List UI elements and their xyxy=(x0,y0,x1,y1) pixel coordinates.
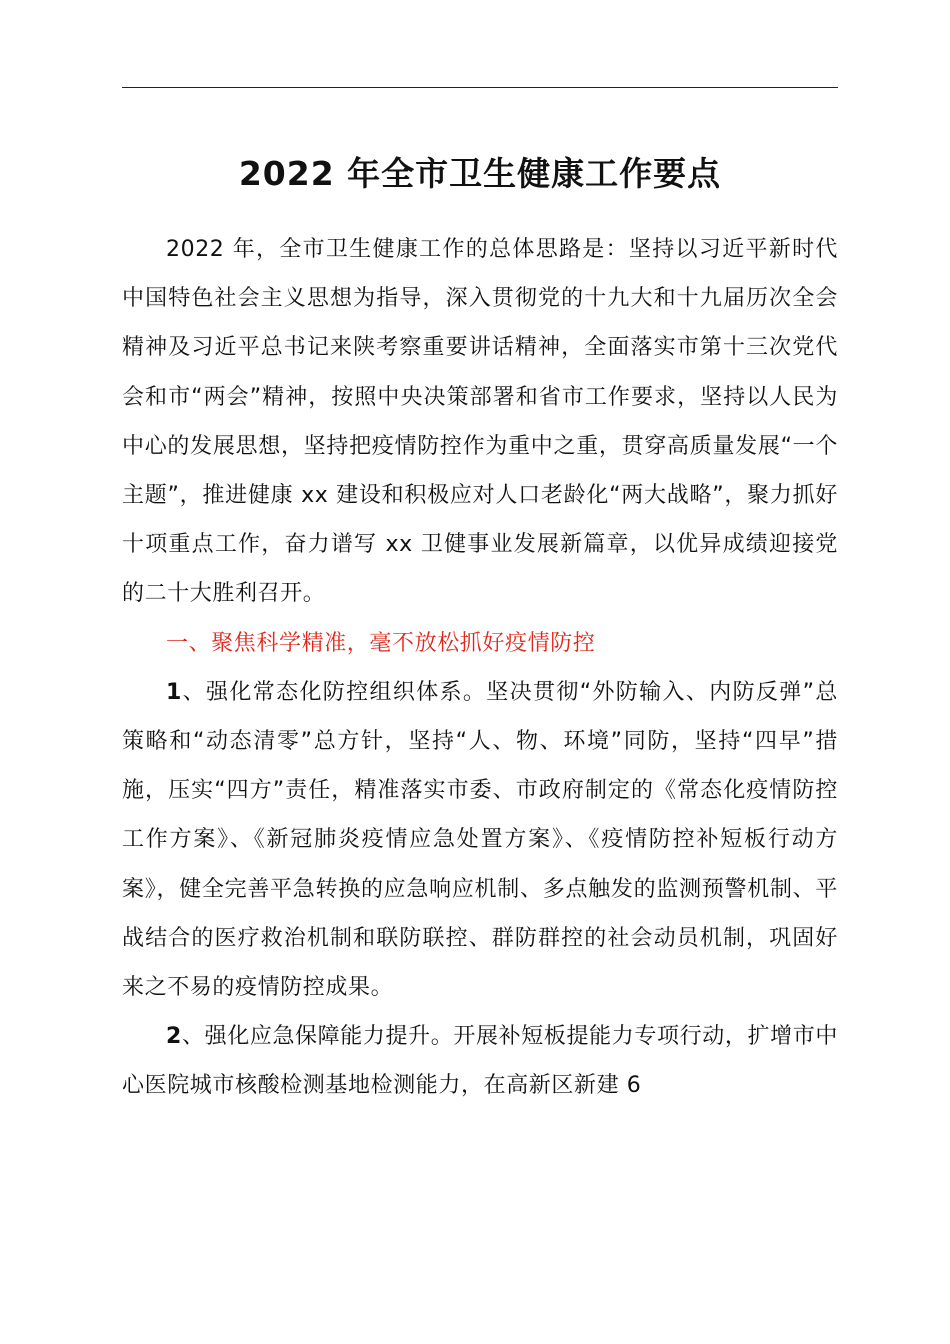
list-item xyxy=(122,1012,838,1110)
item-text: 、强化常态化防控组织体系。坚决贯彻“外防输入、内防反弹”总策略和“动态清零”总方针，坚持“人、物、环境”同防，坚持“四早”措施，压实“四方”责任，精准落实市委、市政府制定的《常态化疫情防控工作方案》、《新冠肺炎疫情应急处置方案》、《疫情防控补短板行动方案》，健全完善平急转换的应急响应机制、多点触发的监测预警机制、平战结合的医疗救治机制和联防联控、群防群控的社会动员机制，巩固好来之不易的疫情防控成果。 xyxy=(122,679,838,1001)
list-item xyxy=(122,668,838,1012)
item-number: 2 xyxy=(166,1024,182,1050)
header-rule xyxy=(122,87,838,88)
intro-paragraph: 2022 年，全市卫生健康工作的总体思路是：坚持以习近平新时代中国特色社会主义思想为指导，深入贯彻党的十九大和十九届历次全会精神及习近平总书记来陕考察重要讲话精神，全面落实市第十三次党代会和市“两会”精神，按照中央决策部署和省市工作要求，坚持以人民为中心的发展思想，坚持把疫情防控作为重中之重，贯穿高质量发展“一个主题”，推进健康 xx 建设和积极应对人口老龄化“两大战略”，聚力抓好十项重点工作，奋力谱写 xx 卫健事业发展新篇章，以优异成绩迎接党的二十大胜利召开。 xyxy=(122,237,838,607)
document-body xyxy=(122,225,838,1111)
item-number: 1 xyxy=(166,679,182,705)
item-text: 、强化应急保障能力提升。开展补短板提能力专项行动，扩增市中心医院城市核酸检测基地检测能力，在高新区新建 6 xyxy=(122,1024,838,1099)
section-heading: 一、聚焦科学精准，毫不放松抓好疫情防控 xyxy=(166,630,596,656)
document-title: 2022 年全市卫生健康工作要点 xyxy=(238,154,722,193)
